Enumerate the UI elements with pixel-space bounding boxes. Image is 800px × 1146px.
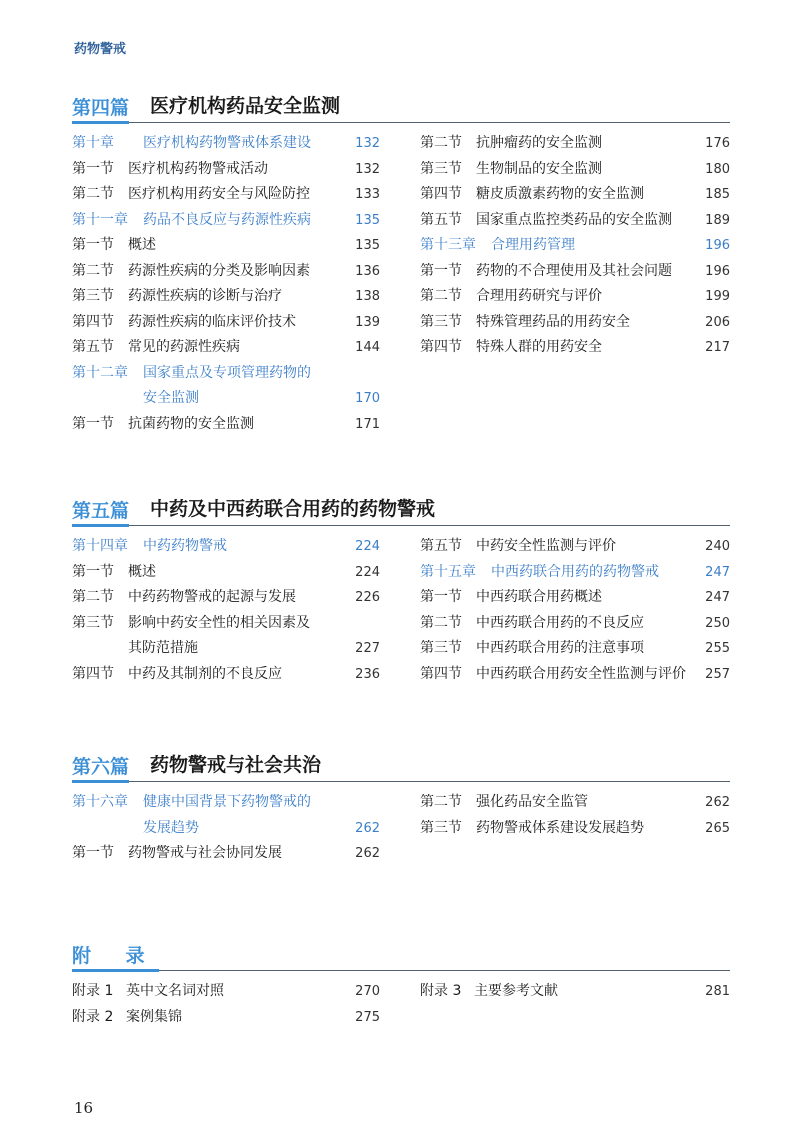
toc-section-entry[interactable] — [72, 310, 380, 336]
toc-section-entry[interactable] — [72, 662, 380, 688]
entry-label: 第三节 — [420, 313, 462, 330]
part-header — [72, 745, 730, 782]
toc-section-entry[interactable] — [420, 816, 730, 842]
entry-label: 第三节 — [420, 160, 462, 177]
entry-title: 中药安全性监测与评价 — [476, 538, 616, 554]
toc-chapter-entry[interactable] — [420, 233, 730, 259]
entry-page-number: 132 — [355, 161, 380, 177]
toc-column-left — [72, 979, 380, 1030]
toc-section-entry[interactable] — [420, 259, 730, 285]
toc-part — [72, 489, 730, 682]
part-number: 第五篇 — [72, 496, 129, 527]
toc-section-entry[interactable] — [72, 182, 380, 208]
entry-label: 第十一章 — [72, 211, 128, 228]
entry-page-number: 138 — [355, 289, 380, 304]
entry-label: 第一节 — [72, 237, 114, 253]
entry-page-number: 144 — [355, 340, 380, 355]
entry-page-number: 170 — [355, 391, 380, 406]
toc-column-right — [420, 790, 730, 841]
entry-page-number: 139 — [355, 314, 380, 330]
toc-chapter-entry[interactable] — [72, 131, 380, 157]
entry-title: 药品不良反应与药源性疾病 — [143, 211, 311, 228]
entry-page-number: 132 — [355, 136, 380, 151]
entry-page-number: 262 — [355, 846, 380, 861]
entry-label: 第二节 — [72, 589, 114, 605]
entry-label: 第四节 — [420, 186, 462, 202]
entry-page-number: 133 — [355, 187, 380, 202]
toc-part — [72, 745, 730, 861]
entry-title: 英中文名词对照 — [126, 983, 224, 999]
entry-title: 中药药物警戒的起源与发展 — [128, 589, 296, 605]
entry-title: 强化药品安全监管 — [476, 794, 588, 810]
entry-page-number: 247 — [705, 564, 730, 580]
page-number: 16 — [74, 1099, 94, 1117]
part-header — [72, 489, 730, 526]
entry-label: 第十六章 — [72, 794, 128, 810]
entry-title: 医疗机构用药安全与风险防控 — [128, 186, 310, 202]
entry-title: 中药药物警戒 — [143, 538, 227, 554]
entry-label: 第三节 — [420, 819, 462, 836]
entry-title: 特殊人群的用药安全 — [476, 339, 602, 355]
entry-page-number: 250 — [705, 615, 730, 631]
toc-section-entry[interactable] — [420, 182, 730, 208]
entry-page-number: 135 — [355, 238, 380, 253]
entry-title: 药源性疾病的临床评价技术 — [128, 313, 296, 330]
part-header — [72, 86, 730, 123]
entry-label: 第三节 — [72, 614, 114, 631]
entry-label: 第十四章 — [72, 538, 128, 554]
toc-part — [72, 934, 730, 1025]
entry-label: 第一节 — [420, 262, 462, 279]
toc-section-entry[interactable] — [420, 585, 730, 611]
toc-appendix-entry[interactable] — [72, 1005, 380, 1031]
toc-column-right — [420, 979, 730, 1005]
entry-title: 药源性疾病的诊断与治疗 — [128, 288, 282, 304]
toc-section-entry[interactable] — [72, 560, 380, 586]
part-title: 药物警戒与社会共治 — [150, 754, 322, 776]
entry-label: 第十二章 — [72, 364, 128, 381]
entry-label: 附录 2 — [72, 1008, 114, 1025]
entry-label: 第五节 — [420, 538, 462, 554]
entry-title: 国家重点监控类药品的安全监测 — [476, 211, 672, 228]
entry-page-number: 180 — [705, 161, 730, 177]
running-head: 药物警戒 — [74, 42, 127, 57]
entry-label: 第四节 — [420, 339, 462, 355]
entry-title: 概述 — [128, 563, 156, 580]
entry-title: 安全监测 — [143, 390, 199, 406]
entry-label: 第十三章 — [420, 237, 476, 253]
entry-title: 主要参考文献 — [474, 983, 558, 999]
toc-chapter-entry[interactable] — [72, 361, 380, 387]
entry-label: 第一节 — [420, 589, 462, 605]
toc-section-entry[interactable] — [420, 208, 730, 234]
entry-label: 第二节 — [420, 135, 462, 151]
entry-page-number: 275 — [355, 1009, 380, 1025]
entry-title: 药源性疾病的分类及影响因素 — [128, 262, 310, 279]
entry-page-number: 224 — [355, 539, 380, 554]
entry-label: 附录 3 — [420, 983, 462, 999]
entry-title: 常见的药源性疾病 — [128, 339, 240, 355]
entry-page-number: 185 — [705, 187, 730, 202]
entry-label: 第四节 — [72, 665, 114, 682]
entry-title: 发展趋势 — [143, 819, 199, 836]
entry-label: 第二节 — [420, 614, 462, 631]
entry-page-number: 224 — [355, 564, 380, 580]
toc-section-entry[interactable] — [72, 284, 380, 310]
entry-page-number: 262 — [705, 795, 730, 810]
entry-page-number: 176 — [705, 136, 730, 151]
toc-chapter-entry[interactable] — [72, 208, 380, 234]
entry-page-number: 226 — [355, 590, 380, 605]
toc-section-entry[interactable] — [72, 335, 380, 361]
entry-title: 药物警戒与社会协同发展 — [128, 845, 282, 861]
toc-appendix-entry[interactable] — [72, 979, 380, 1005]
toc-section-entry[interactable] — [72, 585, 380, 611]
entry-page-number: 196 — [705, 263, 730, 279]
toc-part — [72, 86, 730, 432]
entry-page-number: 227 — [355, 641, 380, 656]
entry-label: 第一节 — [72, 415, 114, 432]
entry-label: 第一节 — [72, 160, 114, 177]
entry-label: 第十五章 — [420, 563, 476, 580]
entry-page-number: 281 — [705, 984, 730, 999]
toc-section-entry[interactable] — [420, 131, 730, 157]
toc-chapter-entry[interactable] — [72, 790, 380, 816]
entry-title: 概述 — [128, 237, 156, 253]
toc-section-entry[interactable] — [420, 611, 730, 637]
entry-title: 医疗机构药物警戒体系建设 — [143, 135, 311, 151]
toc-section-entry[interactable] — [420, 284, 730, 310]
entry-title: 中西药联合用药安全性监测与评价 — [476, 665, 686, 682]
entry-page-number: 262 — [355, 820, 380, 836]
entry-page-number: 189 — [705, 212, 730, 228]
part-title: 医疗机构药品安全监测 — [150, 95, 341, 117]
entry-title: 中西药联合用药的注意事项 — [476, 640, 644, 656]
entry-label: 第五节 — [420, 211, 462, 228]
entry-page-number: 236 — [355, 666, 380, 682]
toc-section-entry[interactable] — [72, 412, 380, 438]
toc-section-entry[interactable] — [72, 841, 380, 867]
entry-page-number: 206 — [705, 314, 730, 330]
entry-page-number: 136 — [355, 263, 380, 279]
toc-section-entry[interactable] — [72, 259, 380, 285]
part-number: 附 录 — [72, 941, 159, 972]
entry-label: 第一节 — [72, 845, 114, 861]
toc-chapter-entry[interactable] — [72, 534, 380, 560]
toc-chapter-entry[interactable] — [72, 816, 380, 842]
toc-section-entry[interactable] — [72, 157, 380, 183]
entry-label: 第五节 — [72, 339, 114, 355]
toc-column-left — [72, 790, 380, 867]
entry-title: 其防范措施 — [128, 640, 198, 656]
entry-label: 第四节 — [72, 313, 114, 330]
toc-section-entry[interactable] — [72, 611, 380, 637]
toc-section-entry[interactable] — [420, 157, 730, 183]
toc-section-entry[interactable] — [420, 310, 730, 336]
entry-page-number: 257 — [705, 666, 730, 682]
entry-label: 第二节 — [72, 186, 114, 202]
entry-label: 第三节 — [72, 288, 114, 304]
entry-label: 附录 1 — [72, 983, 114, 999]
entry-page-number: 217 — [705, 340, 730, 355]
entry-label: 第四节 — [420, 665, 462, 682]
toc-section-entry[interactable] — [420, 636, 730, 662]
entry-page-number: 240 — [705, 539, 730, 554]
entry-page-number: 171 — [355, 416, 380, 432]
toc-column-right — [420, 131, 730, 361]
entry-title: 合理用药研究与评价 — [476, 288, 602, 304]
entry-title: 影响中药安全性的相关因素及 — [128, 614, 310, 631]
toc-section-entry[interactable] — [420, 335, 730, 361]
toc-section-entry[interactable] — [420, 662, 730, 688]
part-title: 中药及中西药联合用药的药物警戒 — [150, 498, 436, 520]
entry-label: 第二节 — [420, 794, 462, 810]
entry-label: 第二节 — [72, 262, 114, 279]
entry-page-number: 270 — [355, 984, 380, 999]
entry-label: 第二节 — [420, 288, 462, 304]
entry-title: 中西药联合用药概述 — [476, 589, 602, 605]
entry-page-number: 135 — [355, 212, 380, 228]
toc-section-entry[interactable] — [72, 233, 380, 259]
entry-page-number: 247 — [705, 590, 730, 605]
toc-section-entry[interactable] — [72, 636, 380, 662]
entry-label: 第十章 — [72, 135, 114, 151]
entry-label: 第一节 — [72, 563, 114, 580]
entry-title: 中药及其制剂的不良反应 — [128, 665, 282, 682]
entry-title: 案例集锦 — [126, 1008, 182, 1025]
part-number: 第六篇 — [72, 752, 129, 783]
entry-title: 糖皮质激素药物的安全监测 — [476, 186, 644, 202]
toc-column-left — [72, 534, 380, 687]
entry-title: 国家重点及专项管理药物的 — [143, 364, 311, 381]
entry-page-number: 196 — [705, 238, 730, 253]
entry-label: 第三节 — [420, 640, 462, 656]
entry-title: 药物的不合理使用及其社会问题 — [476, 262, 672, 279]
entry-title: 中西药联合用药的不良反应 — [476, 614, 644, 631]
entry-title: 生物制品的安全监测 — [476, 160, 602, 177]
toc-section-entry[interactable] — [420, 534, 730, 560]
part-header — [72, 934, 730, 971]
entry-title: 合理用药管理 — [491, 237, 575, 253]
entry-page-number: 199 — [705, 289, 730, 304]
entry-title: 抗菌药物的安全监测 — [128, 415, 254, 432]
toc-section-entry[interactable] — [420, 790, 730, 816]
entry-title: 健康中国背景下药物警戒的 — [143, 794, 311, 810]
part-number: 第四篇 — [72, 93, 129, 124]
entry-title: 特殊管理药品的用药安全 — [476, 313, 630, 330]
toc-chapter-entry[interactable] — [72, 386, 380, 412]
entry-title: 中西药联合用药的药物警戒 — [491, 563, 659, 580]
entry-title: 药物警戒体系建设发展趋势 — [476, 819, 644, 836]
entry-title: 医疗机构药物警戒活动 — [128, 160, 268, 177]
toc-chapter-entry[interactable] — [420, 560, 730, 586]
entry-page-number: 265 — [705, 820, 730, 836]
toc-appendix-entry[interactable] — [420, 979, 730, 1005]
toc-column-right — [420, 534, 730, 687]
entry-title: 抗肿瘤药的安全监测 — [476, 135, 602, 151]
toc-column-left — [72, 131, 380, 437]
entry-page-number: 255 — [705, 641, 730, 656]
